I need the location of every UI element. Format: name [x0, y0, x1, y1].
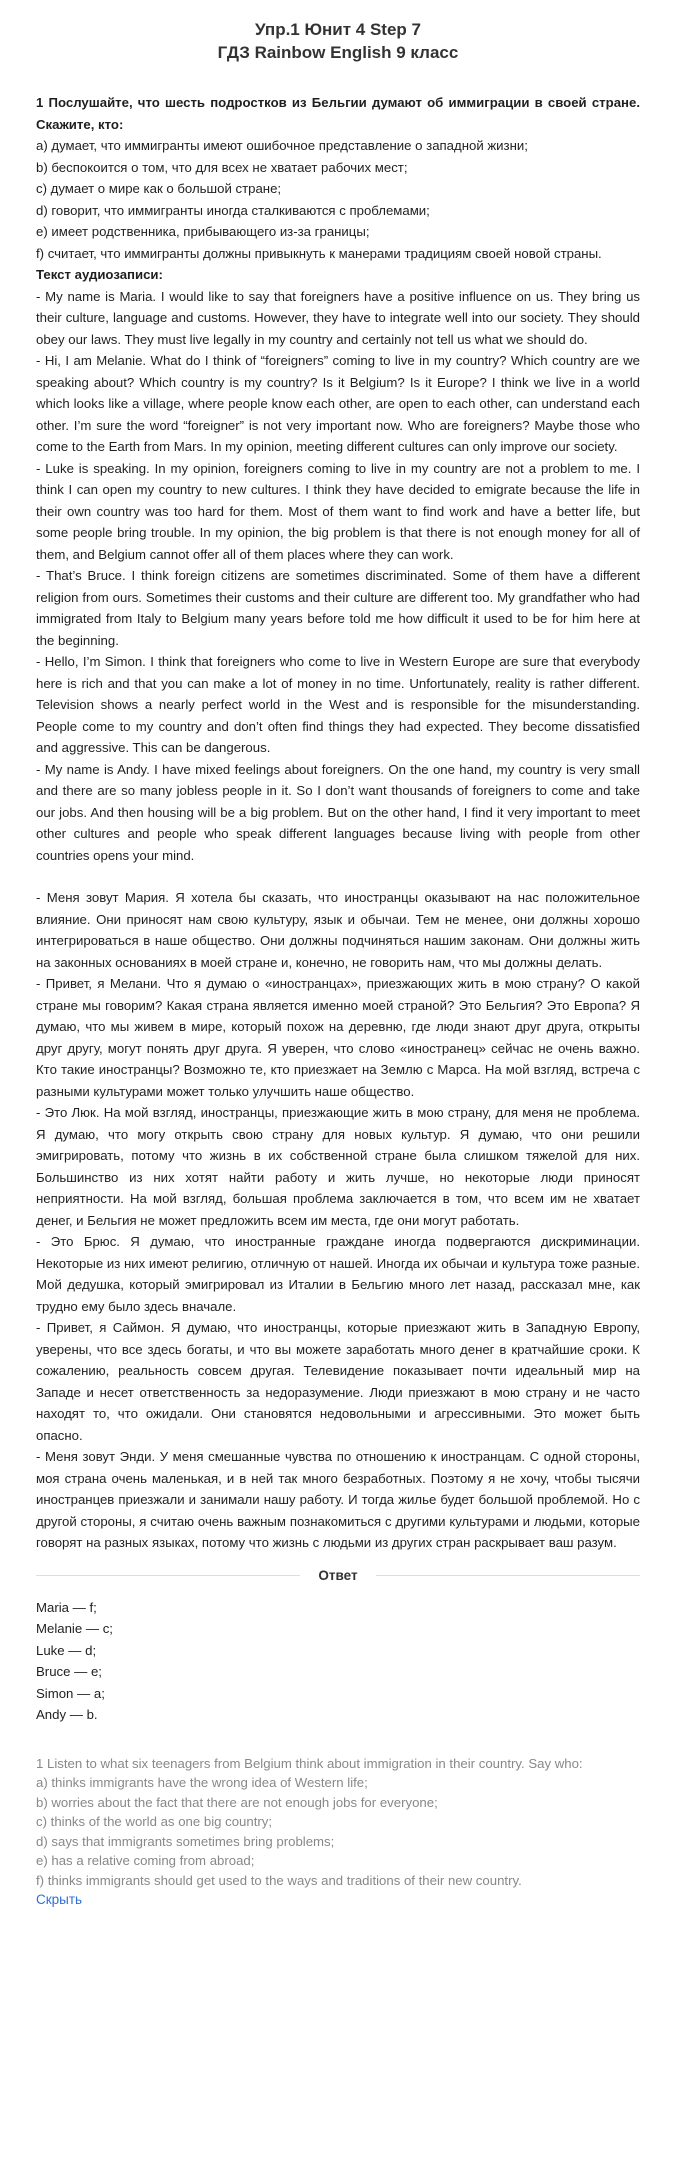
title-line-2: ГДЗ Rainbow English 9 класс [217, 43, 459, 62]
original-task-preview [36, 1754, 640, 1911]
page-title [36, 18, 640, 64]
preview-line: a) thinks immigrants have the wrong idea of Western life; [36, 1775, 368, 1790]
task-item-f: f) считает, что иммигранты должны привыкнуть к манерами традициям своей новой страны. [36, 245, 602, 261]
divider-line-right [376, 1575, 640, 1576]
audio-heading: Текст аудиозаписи: [36, 267, 163, 282]
title-line-1: Упр.1 Юнит 4 Step 7 [255, 20, 421, 39]
russian-paragraph-maria: - Меня зовут Мария. Я хотела бы сказать, что иностранцы оказывают на нас положительное влияние. Они приносят нам свою культуру, язык и обычаи. Тем не менее, они должны хорошо интегрироваться в наше общество. Они должны подчиняться нашим законам. Они должны жить на законных основаниях в моей стране и, конечно, не говорить нам, что мы должны делать. [36, 890, 640, 970]
hide-link[interactable]: Скрыть [36, 1892, 83, 1907]
task-item-a: a) думает, что иммигранты имеют ошибочное представление о западной жизни; [36, 138, 528, 153]
answer-line: Simon — a; [36, 1685, 105, 1701]
answer-list [36, 1597, 640, 1726]
preview-line: b) worries about the fact that there are not enough jobs for everyone; [36, 1794, 438, 1810]
answer-label: Ответ [318, 1567, 358, 1583]
russian-paragraph-andy: - Меня зовут Энди. У меня смешанные чувства по отношению к иностранцам. С одной стороны, моя страна очень маленькая, и в ней так много безработных. Поэтому я не хочу, чтобы тысячи иностранцев приезжали и занимали нашу работу. И тогда жилье будет большой проблемой. Но с другой стороны, я считаю очень важным познакомиться с другими культурами и людьми, которые говорят на разных языках, потому что жизнь с людьми из других стран раскрывает ваш разум. [36, 1449, 640, 1550]
task-item-b: b) беспокоится о том, что для всех не хватает рабочих мест; [36, 159, 408, 175]
russian-paragraph-simon: - Привет, я Саймон. Я думаю, что иностранцы, которые приезжают жить в Западную Европу, уверены, что все здесь богаты, и что вы можете заработать много денег в кратчайшие сроки. К сожалению, реальность совсем другая. Телевидение показывает почти идеальный мир на Западе и несет ответственность за недоразумение. Люди приезжают в мою страну и не часто находят то, что ожидали. Они становятся недовольными и агрессивными. Это может быть опасно. [36, 1320, 640, 1443]
russian-paragraph-bruce: - Это Брюс. Я думаю, что иностранные граждане иногда подвергаются дискриминации. Некоторые из них имеют религию, отличную от нашей. Иногда их обычаи и культура тоже разные. Мой дедушка, который эмигрировал из Италии в Бельгию много лет назад, рассказал мне, как трудно ему было здесь вначале. [36, 1234, 640, 1314]
english-paragraph-maria: - My name is Maria. I would like to say that foreigners have a positive influence on us. They bring us their culture, language and customs. However, they have to integrate well into our society. They should obey our laws. They must live legally in my country and certainly not tell us what we should do. [36, 288, 640, 347]
answer-line: Bruce — e; [36, 1664, 102, 1679]
answer-line: Luke — d; [36, 1642, 97, 1658]
preview-line: 1 Listen to what six teenagers from Belgium think about immigration in their country. Say who: [36, 1755, 583, 1771]
preview-line: c) thinks of the world as one big country; [36, 1814, 273, 1829]
english-paragraph-melanie: - Hi, I am Melanie. What do I think of “foreigners” coming to live in my country? Which country are we speaking about? Which country is my country? Is it Belgium? Is it Europe? I think we live in a world which looks like a village, where people know each other, are open to each other, can understand each other. I’m sure the word “foreigner” is not very important now. Who are foreigners? Maybe those who come to the Earth from Mars. In my opinion, meeting different cultures can only improve our society. [36, 353, 640, 454]
answer-line: Andy — b. [36, 1707, 98, 1722]
answer-line: Maria — f; [36, 1599, 97, 1615]
task-item-d: d) говорит, что иммигранты иногда сталкиваются с проблемами; [36, 202, 430, 218]
spacer [36, 866, 640, 887]
task-item-e: e) имеет родственника, прибывающего из-за границы; [36, 224, 370, 239]
preview-line: e) has a relative coming from abroad; [36, 1853, 255, 1868]
task-body [36, 92, 640, 1554]
russian-paragraph-luke: - Это Люк. На мой взгляд, иностранцы, приезжающие жить в мою страну, для меня не проблема. Я думаю, что могу открыть свою страну для новых культур. Я думаю, что они решили эмигрировать, потому что жизнь в их собственной стране была слишком тяжелой для них. Большинство из них хотят найти работу и жить лучше, но некоторые люди приносят неприятности. На мой взгляд, большая проблема заключается в том, что всем им не хватает денег, и Бельгия не может предложить всем им места, где они могут работать. [36, 1105, 640, 1228]
task-instruction: 1 Послушайте, что шесть подростков из Бельгии думают об иммиграции в своей стране. Скажите, кто: [36, 95, 640, 132]
english-paragraph-bruce: - That’s Bruce. I think foreign citizens are sometimes discriminated. Some of them have a different religion from ours. Sometimes their customs and their culture are different too. My grandfather who had immigrated from Italy to Belgium many years before told me how difficult it used to be for him here at the beginning. [36, 568, 640, 648]
russian-paragraph-melanie: - Привет, я Мелани. Что я думаю о «иностранцах», приезжающих жить в мою страну? О какой стране мы говорим? Какая страна является именно моей страной? Это Бельгия? Это Европа? Я думаю, что мы живем в мире, который похож на деревню, где люди знают друг друга, открыты друг другу, могут понять друг друга. Я уверен, что слово «иностранец» сейчас не очень важно. Кто такие иностранцы? Возможно те, кто приезжает на Землю с Марса. На мой взгляд, встреча с разными культурами может только улучшить наше общество. [36, 976, 640, 1099]
answer-line: Melanie — c; [36, 1621, 113, 1636]
preview-line: f) thinks immigrants should get used to the ways and traditions of their new country. [36, 1872, 522, 1888]
task-item-c: c) думает о мире как о большой стране; [36, 181, 282, 196]
english-paragraph-luke: - Luke is speaking. In my opinion, foreigners coming to live in my country are not a problem to me. I think I can open my country to new cultures. I think they have decided to emigrate because the life in their own country was too hard for them. Most of them want to find work and have a better life, but some people bring trouble. In my opinion, the big problem is that there is not enough money for all of them, and Belgium cannot offer all of them places where they can work. [36, 460, 640, 562]
preview-line: d) says that immigrants sometimes bring problems; [36, 1833, 335, 1849]
english-paragraph-simon: - Hello, I’m Simon. I think that foreigners who come to live in Western Europe are sure that everybody here is rich and that you can make a lot of money in no time. Unfortunately, reality is rather different. Television shows a nearly perfect world in the West and is responsible for the misunderstanding. People come to my country and don’t often find things they had expected. They become dissatisfied and aggressive. This can be dangerous. [36, 654, 640, 755]
english-paragraph-andy: - My name is Andy. I have mixed feelings about foreigners. On the one hand, my country is very small and there are so many jobless people in it. So I don’t want thousands of foreigners to come and take our jobs. And then housing will be a big problem. But on the other hand, I find it very important to meet other cultures and people who speak different languages because living with people from other countries opens your mind. [36, 761, 640, 863]
answer-divider [36, 1568, 640, 1583]
divider-line-left [36, 1575, 300, 1576]
